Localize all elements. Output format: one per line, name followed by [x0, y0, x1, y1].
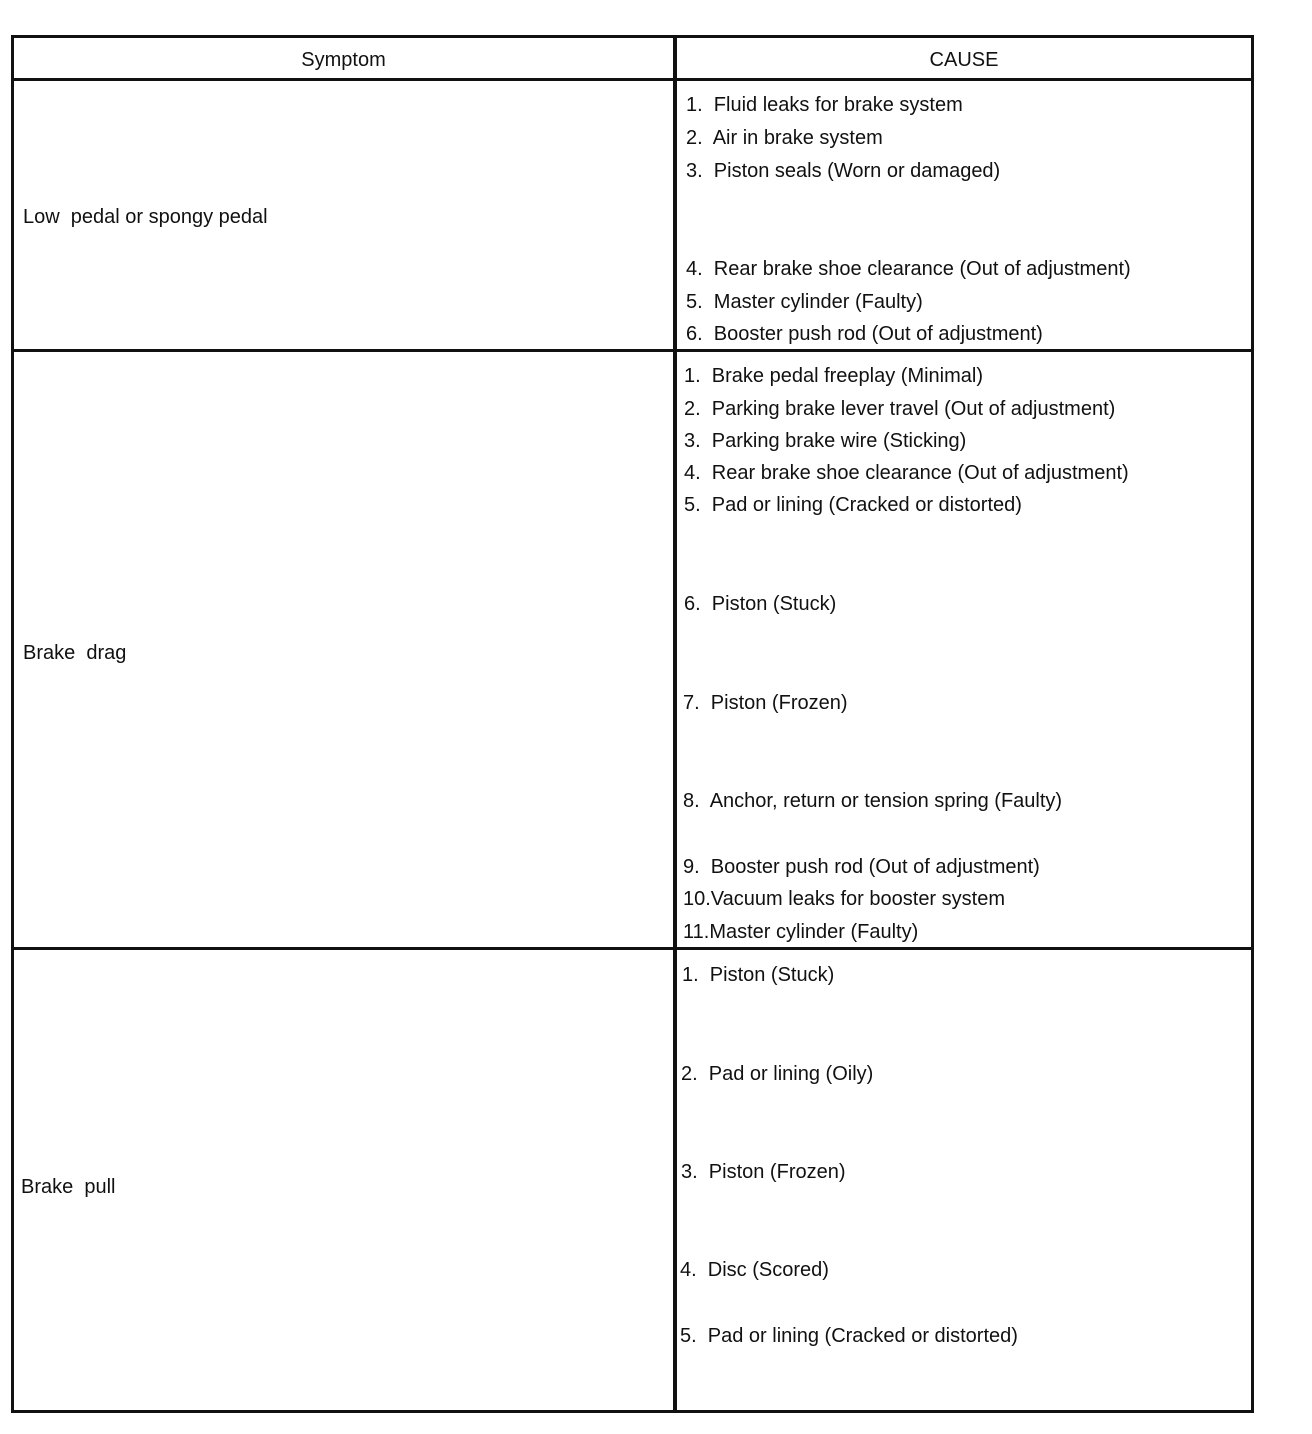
row-divider — [14, 349, 1251, 352]
cause-item: 2. Parking brake lever travel (Out of adjustment) — [684, 398, 1116, 420]
cause-item: 1. Piston (Stuck) — [682, 964, 835, 986]
column-divider — [673, 38, 677, 1410]
cause-item: 9. Booster push rod (Out of adjustment) — [683, 856, 1040, 878]
cause-item: 4. Rear brake shoe clearance (Out of adjustment) — [684, 462, 1129, 484]
cause-item: 10.Vacuum leaks for booster system — [683, 888, 1005, 910]
cause-item: 5. Pad or lining (Cracked or distorted) — [680, 1325, 1018, 1347]
cause-item: 3. Piston seals (Worn or damaged) — [686, 160, 1001, 182]
cause-item: 7. Piston (Frozen) — [683, 692, 848, 714]
cause-item: 8. Anchor, return or tension spring (Faulty) — [683, 790, 1063, 812]
header-divider — [14, 78, 1251, 81]
header-cause: CAUSE — [929, 49, 999, 71]
cause-item: 4. Disc (Scored) — [680, 1259, 829, 1281]
cause-item: 4. Rear brake shoe clearance (Out of adjustment) — [686, 258, 1131, 280]
cause-item: 6. Booster push rod (Out of adjustment) — [686, 323, 1043, 345]
cause-item: 1. Brake pedal freeplay (Minimal) — [684, 365, 984, 387]
cause-item: 2. Air in brake system — [686, 127, 883, 149]
cause-item: 1. Fluid leaks for brake system — [686, 94, 963, 116]
cause-item: 5. Master cylinder (Faulty) — [686, 291, 923, 313]
cause-item: 3. Parking brake wire (Sticking) — [684, 430, 967, 452]
symptom-low-pedal: Low pedal or spongy pedal — [23, 206, 268, 228]
row-divider — [14, 947, 1251, 950]
troubleshooting-table — [11, 35, 1254, 1413]
symptom-brake-pull: Brake pull — [21, 1176, 116, 1198]
cause-item: 11.Master cylinder (Faulty) — [683, 921, 919, 943]
cause-item: 3. Piston (Frozen) — [681, 1161, 846, 1183]
cause-item: 2. Pad or lining (Oily) — [681, 1063, 874, 1085]
header-symptom: Symptom — [301, 49, 386, 71]
cause-item: 5. Pad or lining (Cracked or distorted) — [684, 494, 1022, 516]
cause-item: 6. Piston (Stuck) — [684, 593, 837, 615]
symptom-brake-drag: Brake drag — [23, 642, 127, 664]
